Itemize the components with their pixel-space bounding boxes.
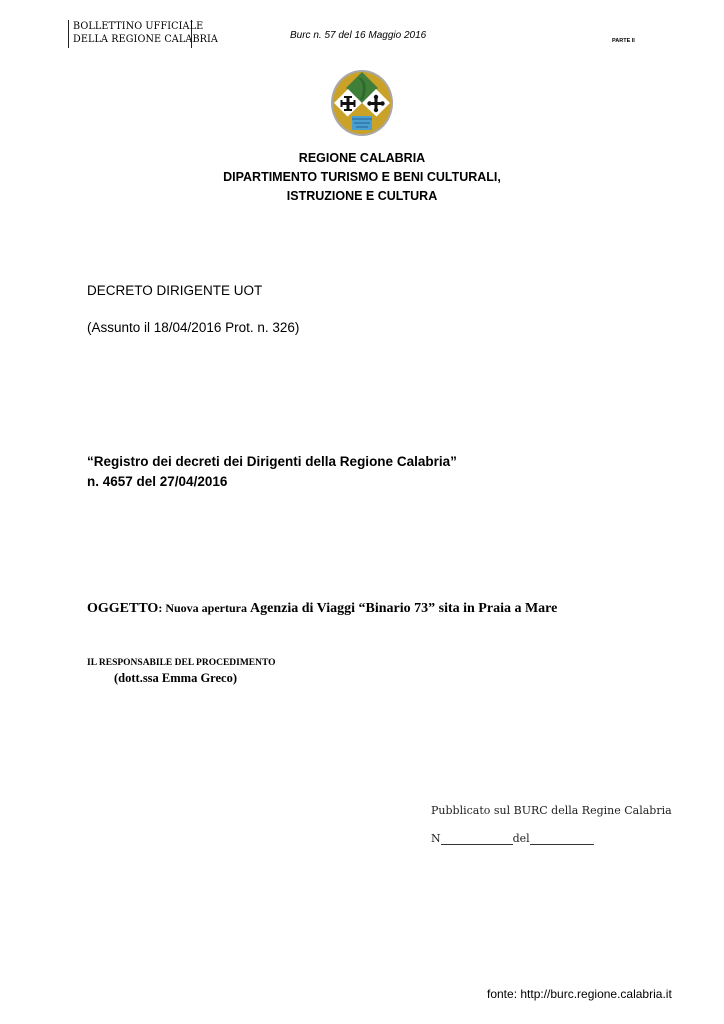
publication-number-line: [431, 832, 594, 845]
bollettino-masthead: [68, 20, 218, 48]
subject-label: OGGETTO: [87, 601, 159, 616]
subject-text: Agenzia di Viaggi “Binario 73” sita in Praia a Mare: [250, 601, 558, 616]
regione-calabria-coat-of-arms-icon: [330, 70, 394, 136]
subject-line: [87, 601, 557, 617]
region-name: REGIONE CALABRIA: [298, 151, 426, 165]
date-label: del: [512, 832, 530, 845]
decree-assunto: (Assunto il 18/04/2016 Prot. n. 326): [87, 320, 300, 335]
department-name: DIPARTIMENTO TURISMO E BENI CULTURALI,: [223, 170, 501, 184]
registry-title: “Registro dei decreti dei Dirigenti della Regione Calabria”: [87, 454, 457, 469]
date-blank: [530, 832, 594, 845]
source-footer: fonte: http://burc.regione.calabria.it: [487, 987, 672, 1001]
number-blank: [441, 832, 513, 845]
registry-block: [87, 452, 457, 492]
registry-number: n. 4657 del 27/04/2016: [87, 474, 228, 489]
masthead-line-2: DELLA REGIONE CALABRIA: [73, 33, 218, 45]
part-label: PARTE II: [612, 38, 635, 44]
subject-text-prefix: Nuova apertura: [165, 601, 250, 615]
department-header: [0, 149, 724, 206]
decree-type: DECRETO DIRIGENTE UOT: [87, 283, 263, 298]
responsible-name: (dott.ssa Emma Greco): [114, 671, 238, 685]
responsible-label: IL RESPONSABILE DEL PROCEDIMENTO: [87, 658, 276, 668]
department-name-continued: ISTRUZIONE E CULTURA: [286, 189, 438, 203]
number-label: N: [431, 832, 441, 845]
publication-note: Pubblicato sul BURC della Regine Calabria: [431, 804, 672, 817]
burc-reference: Burc n. 57 del 16 Maggio 2016: [290, 30, 427, 41]
masthead-line-1: BOLLETTINO UFFICIALE: [73, 20, 204, 32]
subject-separator: :: [158, 601, 166, 615]
